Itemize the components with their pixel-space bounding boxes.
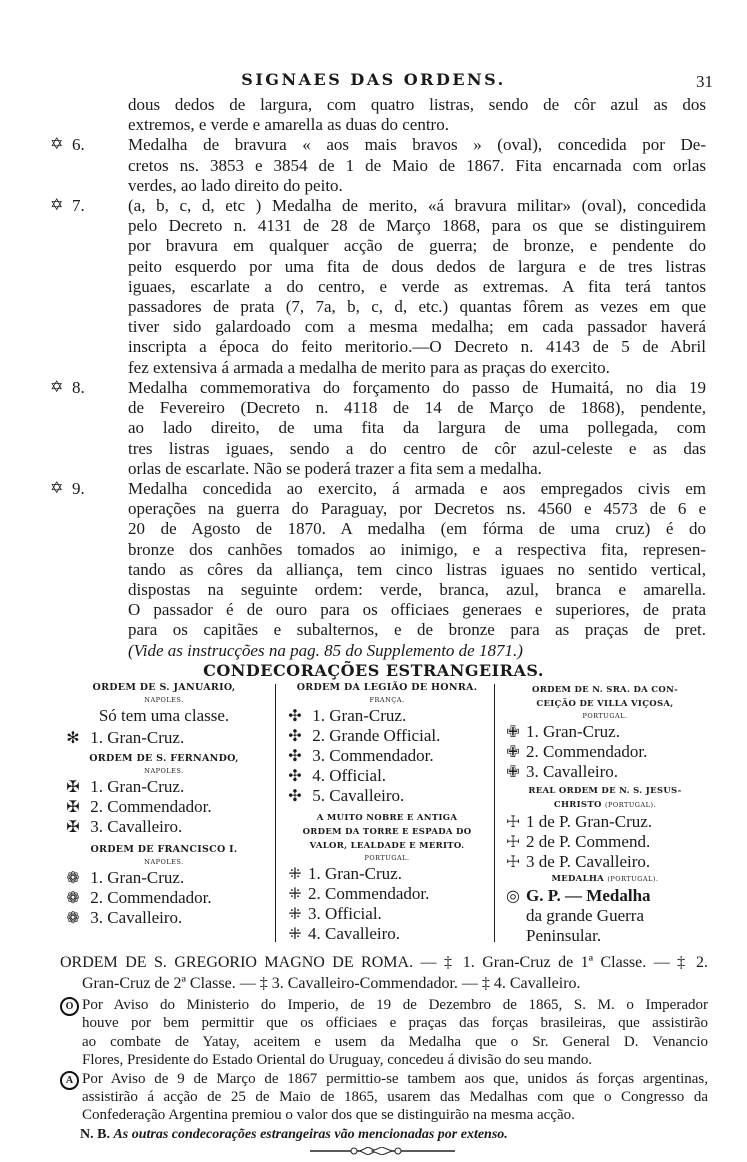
- gregorio-order: [60, 952, 708, 994]
- order-title-line: VALOR, LEALDADE E MERITO.: [309, 841, 465, 851]
- star-of-david-icon: ✡: [50, 136, 64, 154]
- order-entry: [60, 817, 268, 837]
- text-line: inscripta a época do feito meritorio.—O Decreto n. 4143 de 5 de Abril: [128, 337, 706, 357]
- text-line: dous dedos de largura, com quatro listras, sendo de côr azul as dos: [128, 95, 706, 114]
- text-line: de Fevereiro (Decreto n. 4118 de 14 de Março de 1868), pendente,: [128, 398, 706, 418]
- entry-text: G. P. — Medalha: [526, 886, 651, 905]
- order-country: (PORTUGAL).: [604, 801, 657, 809]
- torre-star-icon: ⁜: [288, 886, 302, 903]
- text-line: dispostas na seguinte ordem: verde, branca, azul, branca e amarella.: [128, 579, 706, 599]
- order-entry: [500, 832, 710, 852]
- item-number: 6.: [72, 135, 85, 155]
- entry-text: 2. Commendador.: [90, 797, 212, 816]
- item-8: [50, 378, 706, 479]
- entry-text: 2. Grande Official.: [312, 726, 441, 745]
- text-line: O passador é de ouro para os officiaes generaes e superiores, de prata: [128, 600, 706, 620]
- text-line: fez extensiva á armada a medalha de merito para as praças do exercito.: [128, 357, 610, 377]
- text-line: ao combate de Yatay, aceitem e usem da Medalha que o Sr. General D. Venancio: [82, 1033, 708, 1050]
- maltese-cross-icon: ✠: [66, 779, 80, 796]
- star-of-david-icon: ✡: [50, 480, 64, 497]
- christ-cross-icon: ☩: [505, 834, 521, 851]
- order-title-line: ORDEM DA TORRE E ESPADA DO: [302, 827, 472, 837]
- order-entry: [60, 728, 268, 748]
- text-line: assistirão á acção de 25 de Maio de 1865, usarem das Medalhas com que o Congresso da: [82, 1088, 708, 1105]
- item-number: 8.: [72, 378, 85, 397]
- order-entry: [500, 762, 710, 782]
- entry-text: da grande Guerra: [526, 906, 644, 925]
- order-entry: [500, 722, 710, 742]
- section-title: CONDECORAÇÕES ESTRANGEIRAS.: [203, 661, 544, 680]
- item-number: 9.: [72, 479, 85, 498]
- item-9: [50, 479, 706, 661]
- nb-text: As outras condecorações estrangeiras vão mencionadas por extenso.: [113, 1127, 508, 1142]
- torre-star-icon: ⁜: [288, 906, 302, 923]
- order-entry: [282, 766, 492, 786]
- order-country: NAPOLES.: [144, 858, 184, 866]
- item-number: 7.: [72, 196, 85, 215]
- nb-label: N. B.: [80, 1127, 110, 1142]
- order-entry: [60, 908, 268, 928]
- column-2: [282, 681, 492, 943]
- order-title-line: CEIÇÃO DE VILLA VIÇOSA,: [536, 699, 674, 709]
- footnote-argentina: [65, 1070, 708, 1125]
- entry-text: 5. Cavalleiro.: [312, 786, 405, 805]
- order-title-text: CHRISTO: [553, 800, 602, 810]
- entry-text: 4. Cavalleiro.: [308, 924, 401, 943]
- text-line: 20 de Agosto de 1870. A medalha (em fórma de uma cruz) é do: [128, 519, 706, 539]
- order-title: ORDEM DA LEGIÃO DE HONRA.: [296, 682, 478, 693]
- text-line: tando as côres da alliança, tem cinco listras iguaes no sentido vertical,: [128, 559, 706, 579]
- text-line: cretos ns. 3853 e 3854 de 1 de Maio de 1867. Fita encarnada com orlas: [128, 155, 706, 175]
- entry-text: 1. Gran-Cruz.: [90, 777, 185, 796]
- order-entry: [60, 777, 268, 797]
- order-country: (PORTUGAL).: [607, 875, 659, 883]
- torre-star-icon: ⁜: [288, 866, 302, 883]
- order-title: ORDEM DE S. FERNANDO,: [89, 753, 239, 764]
- legion-star-icon: ✣: [288, 728, 302, 745]
- order-entry: [500, 742, 710, 762]
- star-of-david-icon: ✡: [50, 197, 64, 214]
- order-entry: [282, 904, 492, 924]
- order-entry: [282, 864, 492, 884]
- item-text: [128, 378, 706, 479]
- page-number: 31: [696, 72, 713, 91]
- entry-text: Peninsular.: [526, 926, 602, 945]
- order-entry: [500, 812, 710, 832]
- text-line: Confederação Argentina premiou o valor dos que se distinguirão na mesma acção.: [82, 1107, 575, 1124]
- text-line: operações na guerra do Paraguay, por Decretos ns. 4560 e 4573 de 6 e: [128, 499, 706, 519]
- rosette-icon: ❁: [66, 890, 80, 907]
- text-line: passadores de prata (7, 7a, b, c, d, etc.) quantas fôrem as vezes em que: [128, 296, 706, 316]
- order-title-line: A MUITO NOBRE E ANTIGA: [316, 813, 458, 823]
- order-entry: [500, 852, 710, 872]
- entry-text: 3. Cavalleiro.: [90, 817, 183, 836]
- text-line: extremos, e verde e amarella as duas do centro.: [128, 115, 449, 135]
- text-line: Gran-Cruz de 2ª Classe. — ‡ 3. Cavalleiro-Commendador. — ‡ 4. Cavalleiro.: [82, 975, 581, 992]
- text-line: Por Aviso do Ministerio do Imperio, de 19 de Dezembro de 1865, S. M. o Imperador: [82, 997, 708, 1013]
- circled-a-icon: A: [60, 1071, 79, 1090]
- entry-text: 3. Cavalleiro.: [90, 908, 183, 927]
- order-entry: [282, 746, 492, 766]
- text-line: ORDEM DE S. GREGORIO MAGNO DE ROMA. — ‡ 1. Gran-Cruz de 1ª Classe. — ‡ 2.: [60, 954, 708, 971]
- text-line: (a, b, c, d, etc ) Medalha de merito, «á bravura militar» (oval), concedida: [128, 196, 706, 215]
- legion-star-icon: ✣: [288, 788, 302, 805]
- order-country: PORTUGAL.: [582, 712, 628, 720]
- ornament-divider: [310, 1147, 455, 1155]
- column-divider: [494, 684, 495, 942]
- circled-o-icon: O: [60, 997, 79, 1016]
- item-text: [128, 196, 706, 378]
- entry-text: 3 de P. Cavalleiro.: [526, 852, 651, 871]
- maltese-cross-icon: ✠: [66, 819, 80, 836]
- text-line: Por Aviso de 9 de Março de 1867 permittio-se tambem aos que, unidos ás forças argentinas,: [82, 1070, 708, 1087]
- order-entry: [282, 924, 492, 944]
- entry-text: 1. Gran-Cruz.: [90, 868, 185, 887]
- entry-text: 3. Cavalleiro.: [526, 762, 619, 781]
- legion-star-icon: ✣: [288, 708, 302, 725]
- text-line: houve por bem permittir que os officiaes e praças das forças brasileiras, que assistirão: [82, 1015, 708, 1032]
- cross-potent-icon: ✙: [506, 744, 520, 761]
- order-title-text: MEDALHA: [551, 874, 605, 884]
- asterisk-cross-icon: ✻: [66, 730, 80, 747]
- order-country: NAPOLES.: [144, 767, 184, 775]
- christ-cross-icon: ☩: [505, 814, 521, 831]
- order-entry: [60, 797, 268, 817]
- star-of-david-icon: ✡: [50, 379, 64, 396]
- footnote-text: [82, 996, 708, 1070]
- entry-text: 2. Commendador.: [526, 742, 648, 761]
- rosette-icon: ❁: [66, 910, 80, 927]
- entry-text: 2. Commendador.: [308, 884, 430, 903]
- text-line: por bravura em qualquer acção de guerra; de bronze, e pendente do: [128, 236, 706, 256]
- column-1: [60, 681, 268, 943]
- concentric-circle-icon: ◎: [506, 888, 520, 905]
- text-line: peito esquerdo por uma fita de dous dedos de largura e de tres listras: [128, 256, 706, 276]
- order-entry: [60, 868, 268, 888]
- entry-text: 3. Official.: [308, 904, 382, 923]
- order-entry: [282, 726, 492, 746]
- order-title: ORDEM DE S. JANUARIO,: [92, 682, 236, 693]
- entry-text: 2 de P. Commend.: [526, 832, 651, 851]
- entry-text: 1. Gran-Cruz.: [90, 728, 185, 747]
- item-text: [128, 135, 706, 196]
- order-title-line: [500, 798, 710, 812]
- footnote-yatay: [65, 996, 708, 1070]
- legion-star-icon: ✣: [288, 748, 302, 765]
- christ-cross-icon: ☩: [505, 854, 521, 871]
- order-entry: [282, 884, 492, 904]
- text-line: Medalha concedida ao exercito, á armada e aos empregados civis em: [128, 479, 706, 498]
- entry-text: 1. Gran-Cruz.: [526, 722, 620, 741]
- item-7: [50, 196, 706, 378]
- intro-paragraph: [128, 95, 706, 135]
- torre-star-icon: ⁜: [288, 926, 302, 943]
- text-line: ao lado direito, de uma fita da largura de uma pollegada, com: [128, 418, 706, 438]
- text-line: Medalha commemorativa do forçamento do passo de Humaitá, no dia 19: [128, 378, 706, 397]
- text-line: para os capitães e subalternos, e de bronze para as praças de pret.: [128, 620, 706, 640]
- column-3: [500, 681, 710, 943]
- order-entry: [282, 786, 492, 806]
- order-country: PORTUGAL.: [364, 854, 410, 862]
- text-line: Flores, Presidente do Estado Oriental do Uruguay, concedeu á divisão do seu mando.: [82, 1052, 593, 1069]
- entry-text: 2. Commendador.: [90, 888, 212, 907]
- text-line: (Vide as instrucções na pag. 85 do Supplemento de 1871.): [128, 640, 523, 660]
- order-title-line: ORDEM DE N. SRA. DA CON-: [532, 685, 678, 695]
- item-6: [50, 135, 706, 196]
- order-title-line: [500, 872, 710, 886]
- column-divider: [275, 684, 276, 942]
- text-line: Medalha de bravura « aos mais bravos » (oval), concedida por De-: [128, 135, 706, 155]
- text-line: verdes, ao lado direito do peito.: [128, 175, 343, 195]
- footnote-text: [82, 1070, 708, 1125]
- cross-potent-icon: ✙: [506, 724, 520, 741]
- page-header-title: SIGNAES DAS ORDENS.: [241, 70, 506, 89]
- cross-potent-icon: ✙: [506, 764, 520, 781]
- order-entry: [282, 706, 492, 726]
- entry-text: 3. Commendador.: [312, 746, 434, 765]
- text-line: tiver sido galardoado com a mesma medalha; em cada passador haverá: [128, 317, 706, 337]
- text-line: tres listras iguaes, sendo a do centro de côr azul-celeste e as das: [128, 438, 706, 458]
- text-line: bronze dos canhões tomados ao inimigo, e a respectiva fita, represen-: [128, 539, 706, 559]
- rosette-icon: ❁: [66, 870, 80, 887]
- text-line: pelo Decreto n. 4131 de 28 de Março 1868, para os que se distinguirem: [128, 216, 706, 236]
- order-entry: [60, 888, 268, 908]
- medal-entry: [500, 886, 710, 906]
- order-title-line: REAL ORDEM DE N. S. JESUS-: [528, 786, 682, 796]
- entry-text: 1 de P. Gran-Cruz.: [526, 812, 653, 831]
- nb-note: [80, 1127, 508, 1143]
- order-country: NAPOLES.: [144, 696, 184, 704]
- text-line: orlas de escarlate. Não se poderá trazer a fita sem a medalha.: [128, 458, 542, 478]
- maltese-cross-icon: ✠: [66, 799, 80, 816]
- item-text: [128, 479, 706, 661]
- text-line: iguaes, escarlate a do centro, e verde as extremas. A fita terá tantos: [128, 276, 706, 296]
- entry-text: 1. Gran-Cruz.: [312, 706, 407, 725]
- entry-text: 1. Gran-Cruz.: [308, 864, 402, 883]
- order-title: ORDEM DE FRANCISCO I.: [90, 844, 238, 855]
- legion-star-icon: ✣: [288, 768, 302, 785]
- order-country: FRANÇA.: [369, 696, 405, 704]
- entry-text: 4. Official.: [312, 766, 387, 785]
- order-note: Só tem uma classe.: [98, 706, 230, 725]
